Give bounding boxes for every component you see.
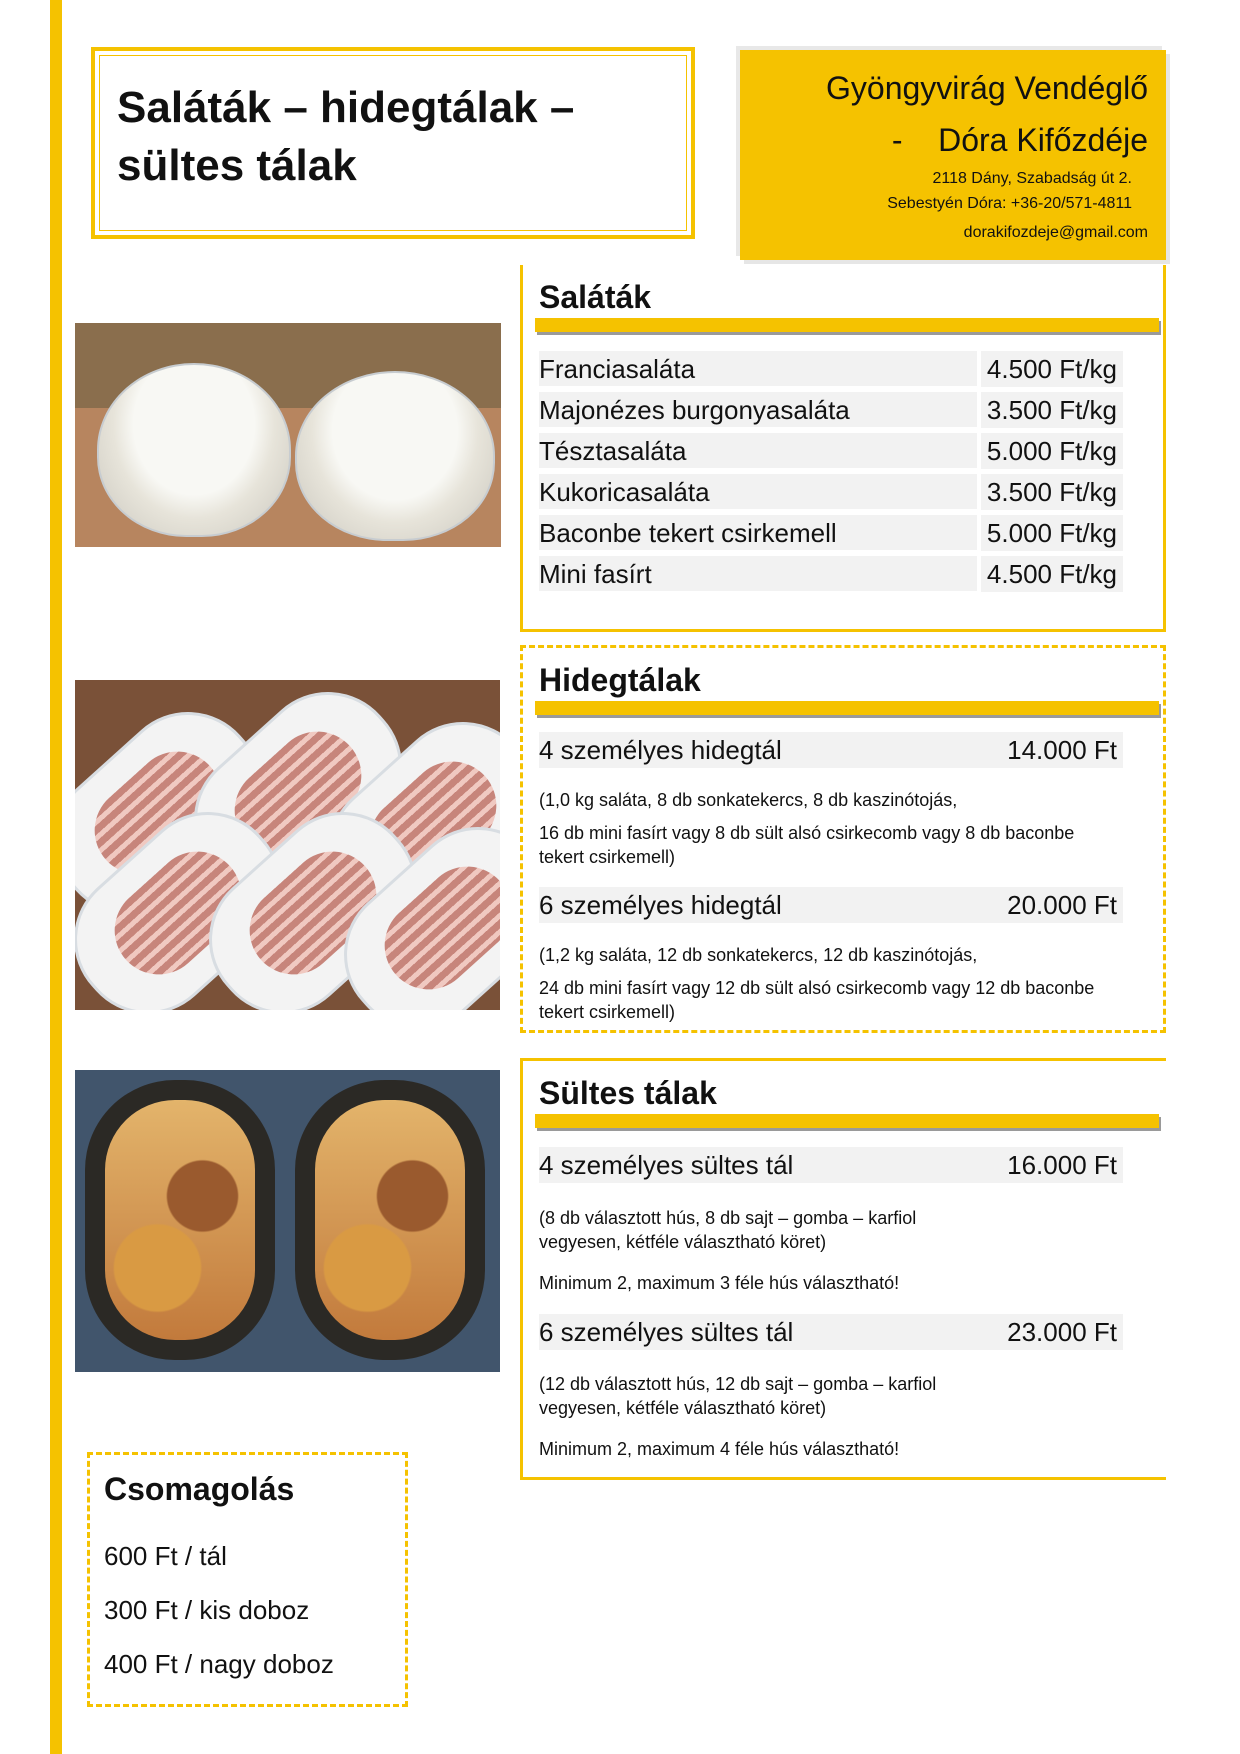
restaurant-email: dorakifozdeje@gmail.com (963, 224, 1148, 241)
item-name: Majonézes burgonyasaláta (539, 395, 850, 425)
item-price: 23.000 Ft (1007, 1317, 1117, 1347)
item-price: 3.500 Ft/kg (981, 474, 1123, 510)
restaurant-phone: Sebestyén Dóra: +36-20/571-4811 (887, 195, 1132, 212)
item-note: (1,2 kg saláta, 12 db sonkatekercs, 12 db kaszinótojás, (539, 945, 978, 965)
item-name: 4 személyes sültes tál (539, 1150, 794, 1180)
item-name: 6 személyes hidegtál (539, 890, 782, 920)
item-note: Minimum 2, maximum 4 féle hús választható! (539, 1439, 900, 1459)
item-name: Kukoricasaláta (539, 477, 710, 507)
salad-row (539, 474, 1123, 509)
item-note: 24 db mini fasírt vagy 12 db sült alsó csirkecomb vagy 12 db baconbe tekert csirkemell) (539, 978, 1095, 1022)
item-name: Baconbe tekert csirkemell (539, 518, 837, 548)
item-name: 6 személyes sültes tál (539, 1317, 794, 1347)
title-box (91, 47, 695, 239)
item-name: 4 személyes hidegtál (539, 735, 782, 765)
item-price: 14.000 Ft (1007, 735, 1117, 765)
packaging-box (87, 1452, 408, 1707)
item-note: (8 db választott hús, 8 db sajt – gomba – karfiol vegyesen, kétféle választható köret) (539, 1208, 917, 1252)
page-title: Saláták – hidegtálak – sültes tálak (117, 83, 575, 190)
roast-platters-title: Sültes tálak (539, 1075, 717, 1111)
salad-row (539, 556, 1123, 591)
packaging-title: Csomagolás (104, 1471, 295, 1507)
cold-platters-underline (535, 701, 1159, 715)
salad-row (539, 515, 1123, 550)
cold-platters-section (520, 645, 1166, 1033)
packaging-item: 400 Ft / nagy doboz (104, 1649, 334, 1679)
item-note: 16 db mini fasírt vagy 8 db sült alsó csirkecomb vagy 8 db baconbe tekert csirkemell) (539, 823, 1075, 867)
roast-platters-underline (535, 1114, 1159, 1128)
restaurant-header (740, 50, 1166, 260)
salad-photo (75, 323, 501, 547)
restaurant-name-line1: Gyöngyvirág Vendéglő (826, 70, 1148, 106)
item-note: (1,0 kg saláta, 8 db sonkatekercs, 8 db kaszinótojás, (539, 790, 958, 810)
salads-underline (535, 318, 1159, 332)
item-name: Tésztasaláta (539, 436, 687, 466)
item-price: 5.000 Ft/kg (981, 515, 1123, 551)
salad-row (539, 392, 1123, 427)
platter-row (539, 1147, 1123, 1183)
platter-row (539, 732, 1123, 768)
roast-tray-right (295, 1080, 485, 1360)
salads-title: Saláták (539, 279, 652, 315)
salad-bowl-left (97, 363, 291, 537)
item-price: 3.500 Ft/kg (981, 392, 1123, 428)
item-price: 20.000 Ft (1007, 890, 1117, 920)
salad-row (539, 351, 1123, 386)
roast-tray-left (85, 1080, 275, 1360)
cold-platter-photo (75, 680, 500, 1010)
salad-row (539, 433, 1123, 468)
restaurant-name-line2: - Dóra Kifőzdéje (891, 122, 1148, 158)
item-note: (12 db választott hús, 12 db sajt – gomba – karfiol vegyesen, kétféle választható köret) (539, 1374, 937, 1418)
platter-row (539, 887, 1123, 923)
salad-bowl-right (295, 371, 495, 541)
item-name: Franciasaláta (539, 354, 696, 384)
restaurant-name (826, 62, 1148, 166)
roast-platters-section (520, 1058, 1166, 1480)
item-price: 16.000 Ft (1007, 1150, 1117, 1180)
packaging-item: 600 Ft / tál (104, 1541, 227, 1571)
item-price: 4.500 Ft/kg (981, 556, 1123, 592)
salads-section (520, 265, 1166, 632)
packaging-item: 300 Ft / kis doboz (104, 1595, 310, 1625)
restaurant-address: 2118 Dány, Szabadság út 2. (932, 170, 1132, 187)
platter-row (539, 1314, 1123, 1350)
item-note: Minimum 2, maximum 3 féle hús választható! (539, 1273, 900, 1293)
item-price: 5.000 Ft/kg (981, 433, 1123, 469)
left-accent-bar (50, 0, 62, 1754)
item-name: Mini fasírt (539, 559, 652, 589)
item-price: 4.500 Ft/kg (981, 351, 1123, 387)
roast-platter-photo (75, 1070, 500, 1372)
cold-platters-title: Hidegtálak (539, 662, 701, 698)
